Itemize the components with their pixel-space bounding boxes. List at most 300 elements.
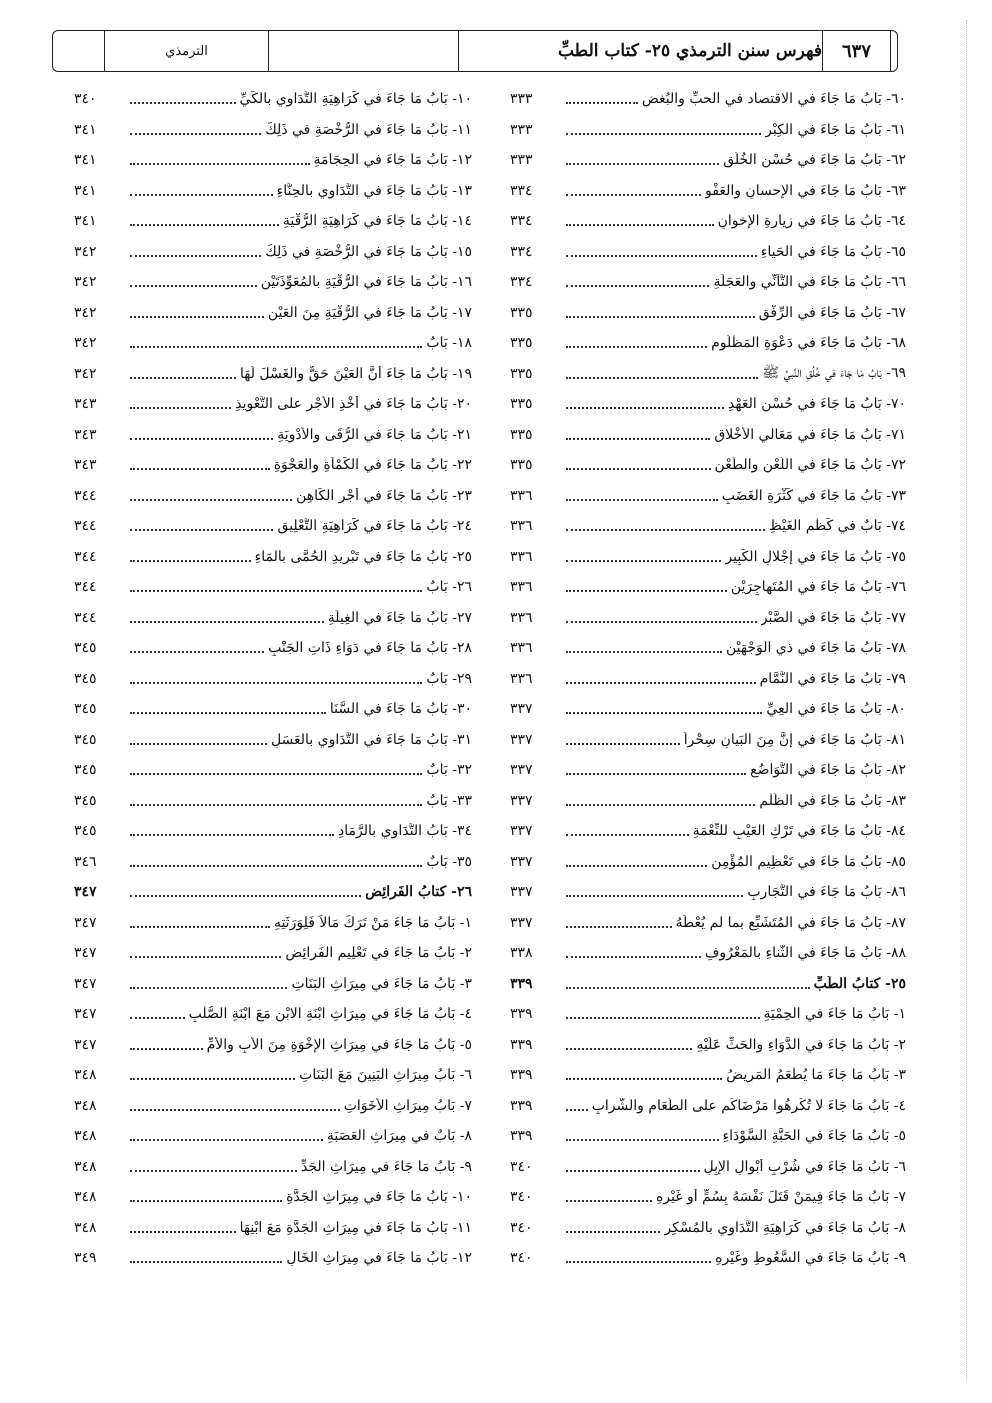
dot-leader: [130, 529, 273, 531]
dot-leader: [130, 346, 422, 348]
toc-entry-title: ٨٣- بَابُ مَا جَاءَ في الظُّلْمِ: [759, 792, 906, 809]
toc-right-column: [510, 84, 906, 1284]
toc-entry-title: ١١- بَابُ مَا جَاءَ في مِيرَاثِ الجَدَّةِ مَعَ ابْنِهَا: [239, 1219, 472, 1236]
toc-entry: [510, 145, 906, 176]
toc-entry-title: ٧٤- بَابٌ في كَظْمِ الغَيْظِ: [768, 518, 906, 535]
dot-leader: [566, 712, 762, 714]
dot-leader: [130, 926, 270, 928]
toc-entry: [74, 389, 472, 420]
toc-entry-title: ٧٩- بَابُ مَا جَاءَ في النَّمَّامِ: [759, 670, 906, 687]
dot-leader: [130, 1170, 297, 1172]
toc-entry: [74, 359, 472, 390]
toc-entry-title: ٦٤- بَابُ مَا جَاءَ في زِيارةِ الإخوانِ: [717, 213, 906, 230]
toc-page-number: ٣٤٣: [74, 457, 97, 474]
toc-page-number: ٣٣٣: [510, 91, 533, 108]
toc-entry-title: ٣٣- بَابٌ: [426, 792, 472, 809]
toc-entry-title: ١٢- بَابُ مَا جَاءَ في الحِجَامَةِ: [313, 152, 472, 169]
toc-page-number: ٣٤٧: [74, 914, 97, 931]
toc-page-number: ٣٣٣: [510, 152, 533, 169]
dot-leader: [566, 682, 756, 684]
dot-leader: [130, 255, 261, 257]
toc-entry: [74, 1182, 472, 1213]
toc-entry-title: ٨٦- بَابُ مَا جَاءَ في التَّجَارِبِ: [747, 884, 906, 901]
toc-page-number: ٣٣٦: [510, 609, 533, 626]
toc-entry: [510, 664, 906, 695]
toc-page-number: ٣٣٥: [510, 396, 533, 413]
toc-entry: [510, 237, 906, 268]
toc-entry-title: ١٩- بَابُ مَا جَاءَ أنَّ العَيْنَ حَقٌّ والغَسْلَ لَهَا: [239, 365, 472, 382]
dot-leader: [130, 1200, 282, 1202]
toc-entry: [510, 877, 906, 908]
toc-page-number: ٣٤٧: [74, 975, 97, 992]
toc-entry: [74, 145, 472, 176]
toc-page-number: ٣٤٢: [74, 243, 97, 260]
toc-entry: [74, 1060, 472, 1091]
dot-leader: [566, 743, 680, 745]
dot-leader: [130, 1017, 185, 1019]
toc-page-number: ٣٤٨: [74, 1067, 97, 1084]
dot-leader: [566, 1048, 692, 1050]
toc-page-number: ٣٤١: [74, 213, 97, 230]
header-title: فهرس سنن الترمذي ٢٥- كتاب الطبِّ: [459, 31, 823, 71]
toc-entry-title: ١٧- بَابُ مَا جَاءَ في الرُّقْيَةِ مِنَ العَيْنِ: [267, 304, 472, 321]
toc-page-number: ٣٤٤: [74, 579, 97, 596]
toc-entry-title: ٨٤- بَابُ مَا جَاءَ في تَرْكِ العَيْبِ للنِّعْمَةِ: [692, 823, 906, 840]
dot-leader: [566, 1200, 652, 1202]
toc-entry: [510, 84, 906, 115]
dot-leader: [566, 468, 711, 470]
dot-leader: [566, 316, 755, 318]
toc-entry: [510, 938, 906, 969]
toc-page-number: ٣٤٠: [510, 1189, 533, 1206]
toc-entry: [74, 481, 472, 512]
dot-leader: [130, 133, 261, 135]
toc-page-number: ٣٣٩: [510, 1006, 533, 1023]
toc-entry: [510, 1091, 906, 1122]
toc-entry-title: ٩- بَابُ مَا جَاءَ في مِيرَاثِ الجَدِّ: [301, 1158, 472, 1175]
toc-entry-title: ٣٤- بَابُ التَّدَاوِي بالرَّمَادِ: [338, 823, 472, 840]
dot-leader: [130, 773, 422, 775]
margin-rule: [966, 20, 967, 1380]
toc-page-number: ٣٤٥: [74, 731, 97, 748]
toc-entry-title: ٧٧- بَابُ مَا جَاءَ في الصَّبْرِ: [760, 609, 906, 626]
toc-entry: [510, 633, 906, 664]
dot-leader: [130, 590, 422, 592]
toc-entry-title: ٢٧- بَابُ مَا جَاءَ في الغِيلَةِ: [327, 609, 472, 626]
dot-leader: [130, 1261, 282, 1263]
toc-page-number: ٣٣٥: [510, 335, 533, 352]
toc-entry-title: ٣- بَابُ مَا جَاءَ مَا يُطْعَمُ المَرِيضُ: [726, 1067, 906, 1084]
toc-entry: [74, 664, 472, 695]
toc-entry: [510, 328, 906, 359]
toc-entry: [510, 725, 906, 756]
dot-leader: [130, 1139, 323, 1141]
toc-page-number: ٣٣٦: [510, 670, 533, 687]
toc-page-number: ٣٤٥: [74, 762, 97, 779]
toc-entry-title: ٦١- بَابُ مَا جَاءَ في الكِبْر: [765, 121, 906, 138]
dot-leader: [566, 438, 710, 440]
dot-leader: [566, 285, 709, 287]
toc-page-number: ٣٤٧: [74, 1036, 97, 1053]
toc-entry: [510, 389, 906, 420]
toc-entry: [510, 816, 906, 847]
toc-page-number: ٣٤٥: [74, 701, 97, 718]
dot-leader: [566, 529, 765, 531]
dot-leader: [566, 987, 810, 989]
toc-entry-title: ٢٤- بَابُ مَا جَاءَ في كَرَاهِيَةِ التَّعْلِيقِ: [277, 518, 472, 535]
toc-entry: [510, 1213, 906, 1244]
dot-leader: [130, 407, 231, 409]
toc-entry-title: ٨٥- بَابُ مَا جَاءَ في تَعْظِيمِ المُؤْمِنِ: [711, 853, 906, 870]
dot-leader: [566, 804, 755, 806]
dot-leader: [566, 926, 672, 928]
toc-entry-title: ٣٠- بَابُ مَا جَاءَ في السَّنَا: [329, 701, 472, 718]
toc-entry-title: ٨٢- بَابُ مَا جَاءَ في التَّوَاضُعِ: [750, 762, 906, 779]
toc-entry: [510, 298, 906, 329]
toc-entry-title: ١٠- بَابُ مَا جَاءَ في مِيرَاثِ الجَدَّةِ: [286, 1189, 472, 1206]
toc-page-number: ٣٤٦: [74, 853, 97, 870]
toc-entry: [74, 450, 472, 481]
toc-entry-title: ١٦- بَابُ مَا جَاءَ في الرُّقْيَةِ بالمُعَوِّذَتَيْنِ: [260, 274, 472, 291]
toc-page-number: ٣٣٥: [510, 365, 533, 382]
toc-entry-title: ٨٨- بَابُ مَا جَاءَ في الثَّناءِ بالمَعْرُوفِ: [704, 945, 906, 962]
toc-page-number: ٣٣٤: [510, 182, 533, 199]
toc-entry-title: ٢٦- كتابُ الفَرائِضِ: [365, 884, 472, 901]
dot-leader: [130, 468, 270, 470]
toc-entry-title: ٦٢- بَابُ مَا جَاءَ في حُسْنِ الخُلُق: [723, 152, 906, 169]
dot-leader: [130, 895, 361, 897]
toc-entry-title: ٨- بَابٌ في مِيرَاثِ العَصَبَةِ: [326, 1128, 472, 1145]
toc-entry-title: ٦٥- بَابُ مَا جَاءَ في الحَياءِ: [760, 243, 906, 260]
dot-leader: [566, 956, 701, 958]
toc-page-number: ٣٣٦: [510, 518, 533, 535]
toc-entry: [74, 969, 472, 1000]
toc-page-number: ٣٣٥: [510, 457, 533, 474]
toc-entry: [74, 1243, 472, 1274]
toc-page-number: ٣٣٧: [510, 762, 533, 779]
toc-entry: [510, 1121, 906, 1152]
toc-entry-title: ٢٠- بَابُ مَا جَاءَ في أخْذِ الأجْرِ على التَّعْوِيذِ: [235, 396, 472, 413]
toc-page-number: ٣٤٠: [74, 91, 97, 108]
dot-leader: [130, 987, 287, 989]
toc-entry: [510, 267, 906, 298]
toc-entry: [74, 298, 472, 329]
toc-entry: [74, 694, 472, 725]
toc-entry: [74, 1152, 472, 1183]
toc-page-number: ٣٣٧: [510, 884, 533, 901]
toc-entry-title: ٧٦- بَابُ مَا جَاءَ في المُتَهاجِرَيْنِ: [730, 579, 906, 596]
toc-page-number: ٣٣٧: [510, 792, 533, 809]
header-author: الترمذي: [105, 31, 269, 71]
dot-leader: [130, 682, 422, 684]
toc-entry-title: ١٢- بَابُ مَا جَاءَ في مِيرَاثِ الخَالِ: [286, 1250, 472, 1267]
toc-entry-title: ٢- بَابُ مَا جَاءَ في الدَّوَاءِ والحَثِّ عَلَيْهِ: [696, 1036, 906, 1053]
toc-entry-title: ٢٢- بَابُ مَا جَاءَ في الكَمْأةِ والعَجْوَةِ: [273, 457, 472, 474]
toc-entry: [510, 176, 906, 207]
toc-page-number: ٣٣٧: [510, 701, 533, 718]
toc-entry: [74, 603, 472, 634]
toc-entry: [510, 359, 906, 390]
toc-entry: [74, 1121, 472, 1152]
toc-entry-title: ٨٧- بَابُ مَا جَاءَ في المُتَشَبِّعِ بما لم يُعْطَهُ: [675, 914, 906, 931]
toc-page-number: ٣٤٢: [74, 335, 97, 352]
toc-entry: [510, 450, 906, 481]
dot-leader: [130, 1078, 295, 1080]
toc-entry: [74, 816, 472, 847]
toc-page-number: ٣٤٧: [74, 945, 97, 962]
dot-leader: [566, 590, 727, 592]
toc-page-number: ٣٤٢: [74, 304, 97, 321]
dot-leader: [566, 102, 638, 104]
dot-leader: [130, 621, 324, 623]
toc-entry: [74, 206, 472, 237]
toc-page-number: ٣٣٩: [510, 1128, 533, 1145]
toc-entry: [74, 786, 472, 817]
toc-entry-title: ٢٨- بَابُ مَا جَاءَ في دَوَاءِ ذَاتِ الجَنْبِ: [268, 640, 472, 657]
toc-entry: [74, 938, 472, 969]
toc-entry: [510, 1030, 906, 1061]
toc-page-number: ٣٤١: [74, 121, 97, 138]
toc-page-number: ٣٤٧: [74, 884, 97, 901]
toc-entry: [74, 542, 472, 573]
toc-entry: [74, 420, 472, 451]
toc-page-number: ٣٤٨: [74, 1219, 97, 1236]
dot-leader: [566, 377, 758, 379]
header-blank-right: [891, 31, 897, 71]
toc-entry-title: ٨- بَابُ مَا جَاءَ في كَرَاهِيَةِ التَّدَاوِي بالمُسْكِرِ: [664, 1219, 906, 1236]
toc-entry-title: ٧- بَابُ مِيرَاثِ الأخَوَاتِ: [343, 1097, 472, 1114]
toc-entry: [510, 603, 906, 634]
toc-entry-title: ٧٣- بَابُ مَا جَاءَ في كَثْرَةِ الغَضَبِ: [721, 487, 906, 504]
toc-page-number: ٣٤١: [74, 152, 97, 169]
toc-entry-title: ٦٦- بَابُ مَا جَاءَ في التَّأنِّي والعَجَلَةِ: [713, 274, 906, 291]
toc-entry: [510, 420, 906, 451]
toc-entry: [510, 542, 906, 573]
dot-leader: [566, 1261, 711, 1263]
dot-leader: [566, 224, 714, 226]
toc-entry-title: ٢٥- بَابُ مَا جَاءَ في تَبْرِيدِ الحُمَّى بالمَاءِ: [254, 548, 472, 565]
toc-page-number: ٣٣٧: [510, 731, 533, 748]
toc-entry-title: ٦٨- بَابُ مَا جَاءَ في دَعْوَةِ المَظْلُومِ: [711, 335, 906, 352]
dot-leader: [130, 712, 326, 714]
dot-leader: [566, 255, 757, 257]
toc-entry-title: ٧٢- بَابُ مَا جَاءَ في اللَّعْنِ والطَّعْنِ: [714, 457, 906, 474]
toc-entry: [74, 237, 472, 268]
toc-page-number: ٣٤٤: [74, 609, 97, 626]
toc-entry-title: ٦- بَابُ مِيرَاثِ البَنِينَ مَعَ البَنَاتِ: [299, 1067, 472, 1084]
toc-page-number: ٣٤٤: [74, 548, 97, 565]
dot-leader: [130, 651, 264, 653]
toc-entry: [74, 847, 472, 878]
toc-entry-title: ٦٠- بَابُ مَا جَاءَ في الاقتصاد في الحبِّ والبُغض: [641, 91, 906, 108]
toc-page-number: ٣٣٦: [510, 579, 533, 596]
toc-page-number: ٣٣٩: [510, 1097, 533, 1114]
toc-entry: [74, 328, 472, 359]
toc-page-number: ٣٣٧: [510, 823, 533, 840]
toc-page-number: ٣٤١: [74, 182, 97, 199]
dot-leader: [566, 1109, 588, 1111]
dot-leader: [130, 102, 236, 104]
dot-leader: [130, 224, 279, 226]
page-header: [52, 30, 898, 72]
toc-page-number: ٣٤٧: [74, 1006, 97, 1023]
toc-entry-title: ٣- بَابُ مَا جَاءَ في مِيرَاثِ البَنَاتِ: [291, 975, 472, 992]
toc-entry: [74, 1091, 472, 1122]
dot-leader: [566, 1078, 722, 1080]
toc-page-number: ٣٣٩: [510, 975, 533, 992]
dot-leader: [566, 499, 718, 501]
toc-entry-title: ٣٢- بَابٌ: [426, 762, 472, 779]
toc-entry-title: ٢٥- كتابُ الطِّبِّ: [813, 975, 906, 992]
toc-page-number: ٣٤٠: [510, 1250, 533, 1267]
toc-entry-title: ١٥- بَابُ مَا جَاءَ في الرُّخْصَةِ في ذَلِكَ: [265, 243, 472, 260]
toc-page-number: ٣٤٥: [74, 823, 97, 840]
dot-leader: [130, 285, 257, 287]
dot-leader: [130, 316, 264, 318]
toc-page-number: ٣٣٦: [510, 640, 533, 657]
toc-page-number: ٣٣٥: [510, 426, 533, 443]
toc-entry: [74, 908, 472, 939]
toc-entry: [510, 999, 906, 1030]
toc-entry: [510, 908, 906, 939]
dot-leader: [566, 895, 743, 897]
toc-page-number: ٣٤٠: [510, 1219, 533, 1236]
toc-entry-title: ٧- بَابُ مَا جَاءَ فِيمَنْ قَتَلَ نَفْسَهُ بِسُمٍّ أو غَيْرِهِ: [655, 1189, 906, 1206]
toc-entry: [510, 755, 906, 786]
toc-entry: [74, 84, 472, 115]
toc-entry-title: ٢٣- بَابُ مَا جَاءَ في أجْرِ الكَاهِنِ: [296, 487, 472, 504]
toc-entry-title: ٤- بَابُ مَا جَاءَ في مِيرَاثِ ابْنَةِ الابْنِ مَعَ ابْنَةِ الصُّلْبِ: [188, 1006, 472, 1023]
toc-page-number: ٣٤٤: [74, 487, 97, 504]
toc-page-number: ٣٤٨: [74, 1158, 97, 1175]
toc-page-number: ٣٤٩: [74, 1250, 97, 1267]
toc-entry: [510, 481, 906, 512]
dot-leader: [566, 560, 721, 562]
toc-page-number: ٣٣٣: [510, 121, 533, 138]
dot-leader: [130, 163, 310, 165]
toc-entry-title: ٥- بَابُ مَا جَاءَ في الحَبَّةِ السَّوْدَاءِ: [722, 1128, 906, 1145]
header-blank-left: [53, 31, 105, 71]
toc-page-number: ٣٤٥: [74, 670, 97, 687]
dot-leader: [566, 865, 707, 867]
toc-entry: [510, 847, 906, 878]
toc-entry-title: ٨٠- بَابُ مَا جَاءَ في العِيِّ: [766, 701, 906, 718]
toc-entry: [74, 1030, 472, 1061]
dot-leader: [566, 133, 761, 135]
toc-entry: [510, 1152, 906, 1183]
toc-entry: [510, 1060, 906, 1091]
dot-leader: [566, 1017, 760, 1019]
toc-entry: [510, 786, 906, 817]
dot-leader: [130, 865, 422, 867]
toc-page-number: ٣٣٤: [510, 213, 533, 230]
dot-leader: [130, 194, 273, 196]
toc-entry-title: ٦٧- بَابُ مَا جَاءَ في الرِّفْقِ: [758, 304, 906, 321]
toc-page-number: ٣٣٤: [510, 243, 533, 260]
toc-entry-title: ٢- بَابُ مَا جَاءَ في تَعْلِيمِ الفَرائِضِ: [285, 945, 472, 962]
toc-entry: [74, 1213, 472, 1244]
toc-page-number: ٣٤٨: [74, 1189, 97, 1206]
toc-page-number: ٣٣٧: [510, 914, 533, 931]
dot-leader: [566, 1139, 719, 1141]
dot-leader: [130, 438, 273, 440]
toc-entry: [74, 755, 472, 786]
dot-leader: [566, 621, 757, 623]
toc-entry-title: ١٨- بَابٌ: [426, 335, 472, 352]
toc-entry: [74, 267, 472, 298]
toc-entry-title: ١١- بَابُ مَا جَاءَ في الرُّخْصَةِ في ذَلِكَ: [265, 121, 472, 138]
dot-leader: [130, 1109, 340, 1111]
toc-page-number: ٣٣٥: [510, 304, 533, 321]
toc-entry-title: ٧١- بَابُ مَا جَاءَ في مَعَالي الأخْلاقِ: [714, 426, 906, 443]
dot-leader: [566, 773, 746, 775]
toc-entry-title: ٣٥- بَابٌ: [426, 853, 472, 870]
toc-entry-title: ٦٣- بَابُ مَا جَاءَ في الإحسانِ والعَفْوِ: [705, 182, 906, 199]
dot-leader: [130, 834, 334, 836]
toc-entry-title: ٧٠- بَابُ مَا جَاءَ في حُسْنِ العَهْدِ: [728, 396, 906, 413]
toc-entry-title: ٩- بَابُ مَا جَاءَ في السَّعُوطِ وغَيْرِهِ: [715, 1250, 906, 1267]
toc-entry-title: ٥- بَابُ مَا جَاءَ في مِيرَاثِ الإخْوَةِ مِنَ الأبِ والأُمِّ: [206, 1036, 472, 1053]
toc-entry: [74, 511, 472, 542]
toc-page-number: ٣٤٣: [74, 396, 97, 413]
dot-leader: [130, 377, 236, 379]
toc-page-number: ٣٤٠: [510, 1158, 533, 1175]
toc-page-number: ٣٣٧: [510, 853, 533, 870]
toc-page-number: ٣٤٤: [74, 518, 97, 535]
toc-page-number: ٣٤٣: [74, 426, 97, 443]
toc-entry-title: ١٠- بَابُ مَا جَاءَ في كَرَاهِيَةِ التَّدَاوِي بالكَيِّ: [239, 91, 472, 108]
dot-leader: [130, 1048, 203, 1050]
toc-entry-title: ١- بَابُ مَا جَاءَ في الحِمْيَةِ: [763, 1006, 906, 1023]
dot-leader: [566, 651, 722, 653]
toc-entry: [510, 694, 906, 725]
toc-entry: [510, 115, 906, 146]
toc-entry-title: ٢٦- بَابٌ: [426, 579, 472, 596]
toc-left-column: [74, 84, 472, 1284]
toc-entry-title: ١٤- بَابُ مَا جَاءَ في كَرَاهِيَةِ الرُّقْيَةِ: [282, 213, 472, 230]
toc-page-number: ٣٣٩: [510, 1036, 533, 1053]
toc-section-heading: [510, 969, 906, 1000]
toc-page-number: ٣٤٥: [74, 640, 97, 657]
toc-page-number: ٣٣٦: [510, 548, 533, 565]
toc-entry-title: ٤- بَابُ مَا جَاءَ لا تُكْرِهُوا مَرْضَاكُم على الطَّعَامِ والشَّرابِ: [591, 1097, 906, 1114]
dot-leader: [130, 743, 267, 745]
toc-entry: [510, 511, 906, 542]
dot-leader: [566, 1170, 700, 1172]
toc-entry-title: ٨١- بَابُ مَا جَاءَ في إنَّ مِنَ البَيانِ سِحْراً: [683, 731, 906, 748]
toc-page-number: ٣٣٨: [510, 945, 533, 962]
toc-entry: [74, 633, 472, 664]
toc-page-number: ٣٣٦: [510, 487, 533, 504]
dot-leader: [566, 1231, 660, 1233]
toc-entry: [510, 1243, 906, 1274]
toc-entry-title: ٣١- بَابُ مَا جَاءَ في التَّدَاوِي بالعَسَلِ: [270, 731, 472, 748]
toc-entry-title: ٢٩- بَابٌ: [426, 670, 472, 687]
toc-entry-title: ٧٥- بَابُ مَا جَاءَ في إجْلالِ الكَبِيرِ: [725, 548, 906, 565]
toc-entry-title: ٧٨- بَابُ مَا جَاءَ في ذي الوَجْهَيْنِ: [725, 640, 906, 657]
toc-entry: [74, 176, 472, 207]
toc-entry-title: ٢١- بَابُ مَا جَاءَ في الرُّقَى والأدْوِيَةِ: [277, 426, 472, 443]
toc-entry: [74, 999, 472, 1030]
toc-page-number: ٣٤٢: [74, 365, 97, 382]
toc-page-number: ٣٣٩: [510, 1067, 533, 1084]
toc-page-number: ٣٤٥: [74, 792, 97, 809]
toc-page-number: ٣٤٢: [74, 274, 97, 291]
page-number: ٦٣٧: [823, 31, 891, 71]
dot-leader: [130, 1231, 236, 1233]
toc-entry: [510, 572, 906, 603]
toc-entry-title: ١- بَابُ مَا جَاءَ مَنْ تَرَكَ مَالاً فَلِوَرَثَتِهِ: [273, 914, 472, 931]
